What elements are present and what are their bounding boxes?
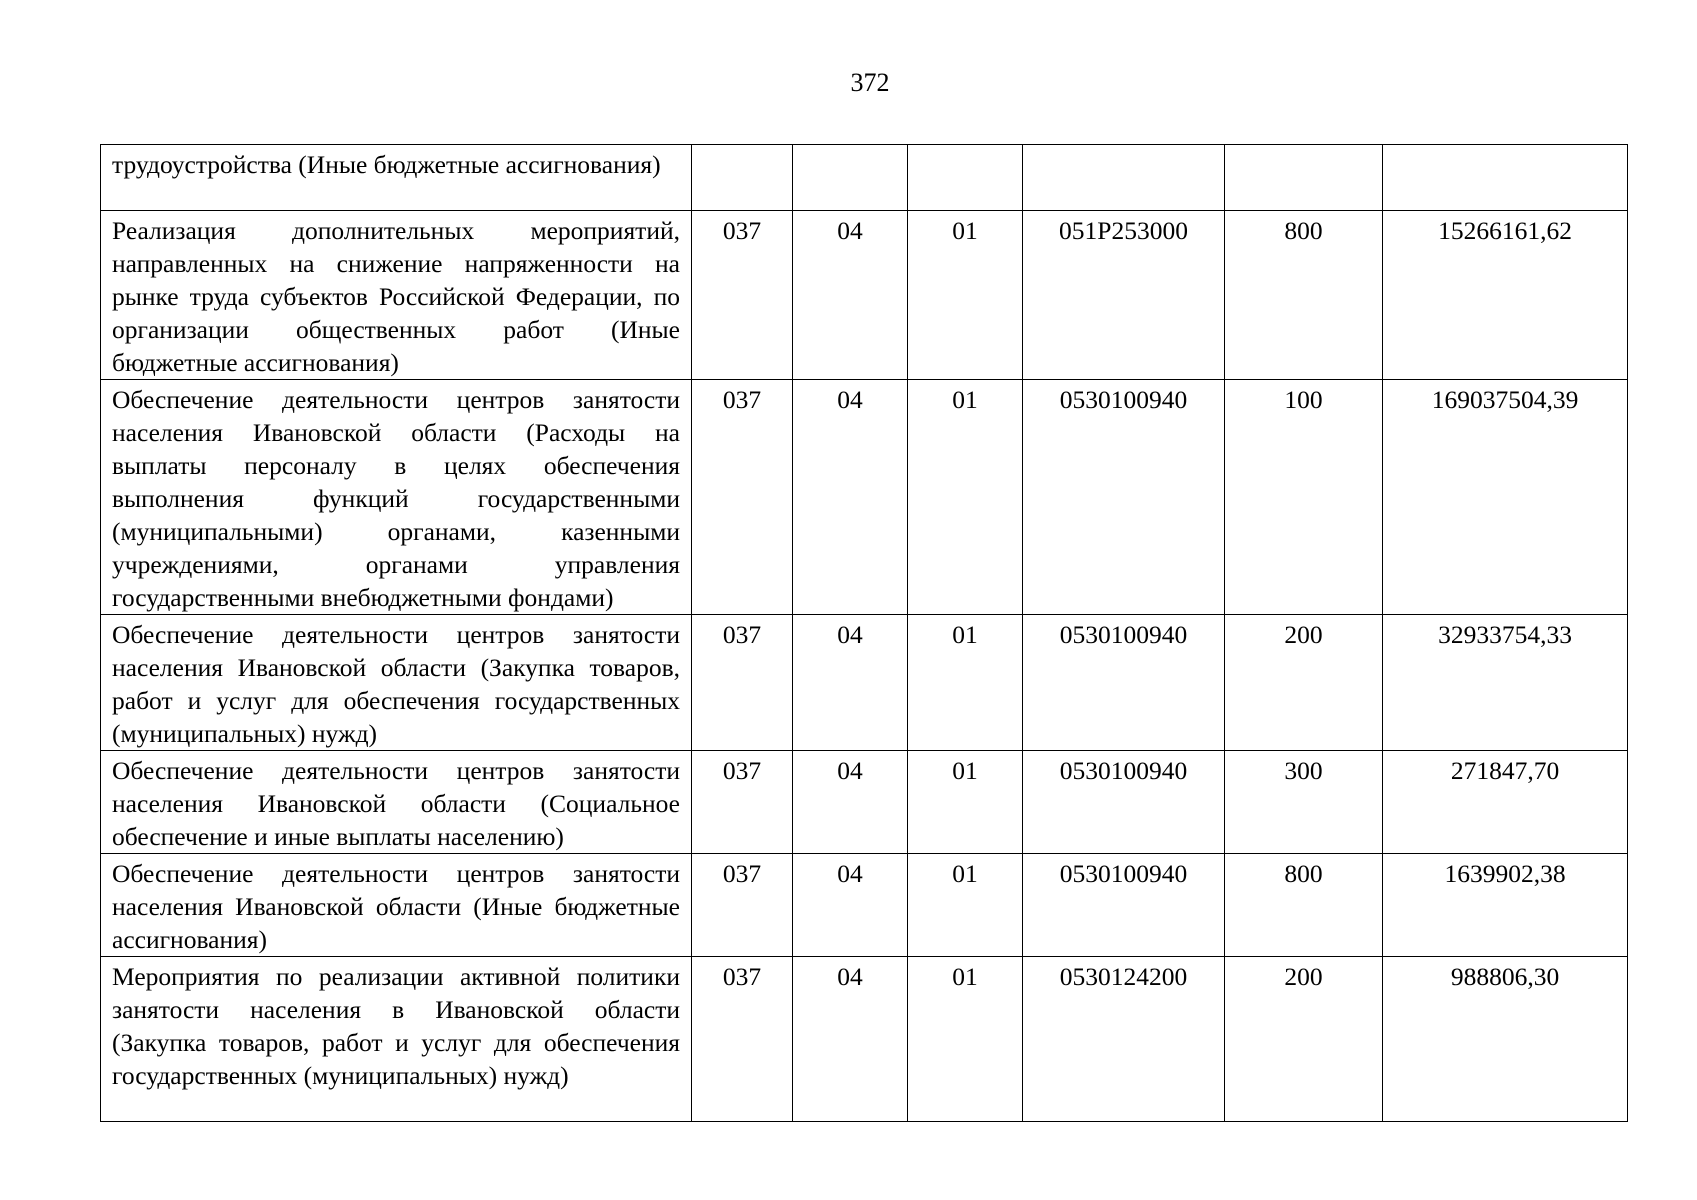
section-code-cell: 04 <box>793 751 908 854</box>
table-row <box>101 615 1628 751</box>
subsection-code-cell: 01 <box>908 380 1023 615</box>
subsection-code-cell: 01 <box>908 751 1023 854</box>
ministry-code-cell: 037 <box>692 751 793 854</box>
table-row <box>101 211 1628 380</box>
description-cell: Обеспечение деятельности центров занятости населения Ивановской области (Социальное обеспечение и иные выплаты населению) <box>101 751 692 854</box>
target-article-cell: 0530100940 <box>1023 751 1225 854</box>
section-code-cell: 04 <box>793 854 908 957</box>
ministry-code-cell: 037 <box>692 615 793 751</box>
section-code-cell: 04 <box>793 211 908 380</box>
description-cell: Мероприятия по реализации активной политики занятости населения в Ивановской области (Закупка товаров, работ и услуг для обеспечения государственных (муниципальных) нужд) <box>101 957 692 1122</box>
budget-table <box>100 144 1628 1122</box>
amount-cell <box>1383 145 1628 211</box>
subsection-code-cell: 01 <box>908 957 1023 1122</box>
subsection-code-cell: 01 <box>908 854 1023 957</box>
expense-type-cell <box>1225 145 1383 211</box>
description-cell: Обеспечение деятельности центров занятости населения Ивановской области (Расходы на выплаты персоналу в целях обеспечения выполнения функций государственными (муниципальными) органами, казенными учреждениями, органами управления государственными внебюджетными фондами) <box>101 380 692 615</box>
target-article-cell: 0530124200 <box>1023 957 1225 1122</box>
page-number: 372 <box>850 68 890 97</box>
amount-cell: 271847,70 <box>1383 751 1628 854</box>
target-article-cell: 051P253000 <box>1023 211 1225 380</box>
ministry-code-cell: 037 <box>692 854 793 957</box>
table-row <box>101 380 1628 615</box>
ministry-code-cell <box>692 145 793 211</box>
section-code-cell: 04 <box>793 615 908 751</box>
amount-cell: 32933754,33 <box>1383 615 1628 751</box>
ministry-code-cell: 037 <box>692 211 793 380</box>
ministry-code-cell: 037 <box>692 957 793 1122</box>
section-code-cell <box>793 145 908 211</box>
expense-type-cell: 100 <box>1225 380 1383 615</box>
subsection-code-cell: 01 <box>908 615 1023 751</box>
target-article-cell: 0530100940 <box>1023 854 1225 957</box>
amount-cell: 1639902,38 <box>1383 854 1628 957</box>
expense-type-cell: 200 <box>1225 957 1383 1122</box>
expense-type-cell: 800 <box>1225 854 1383 957</box>
table-row <box>101 751 1628 854</box>
amount-cell: 169037504,39 <box>1383 380 1628 615</box>
description-cell: трудоустройства (Иные бюджетные ассигнования) <box>101 145 692 211</box>
target-article-cell: 0530100940 <box>1023 380 1225 615</box>
expense-type-cell: 300 <box>1225 751 1383 854</box>
table-row <box>101 957 1628 1122</box>
section-code-cell: 04 <box>793 957 908 1122</box>
amount-cell: 15266161,62 <box>1383 211 1628 380</box>
description-cell: Обеспечение деятельности центров занятости населения Ивановской области (Иные бюджетные ассигнования) <box>101 854 692 957</box>
expense-type-cell: 200 <box>1225 615 1383 751</box>
description-cell: Обеспечение деятельности центров занятости населения Ивановской области (Закупка товаров, работ и услуг для обеспечения государственных (муниципальных) нужд) <box>101 615 692 751</box>
ministry-code-cell: 037 <box>692 380 793 615</box>
subsection-code-cell <box>908 145 1023 211</box>
table-row <box>101 145 1628 211</box>
description-cell: Реализация дополнительных мероприятий, направленных на снижение напряженности на рынке труда субъектов Российской Федерации, по организации общественных работ (Иные бюджетные ассигнования) <box>101 211 692 380</box>
amount-cell: 988806,30 <box>1383 957 1628 1122</box>
target-article-cell <box>1023 145 1225 211</box>
expense-type-cell: 800 <box>1225 211 1383 380</box>
table-row <box>101 854 1628 957</box>
target-article-cell: 0530100940 <box>1023 615 1225 751</box>
section-code-cell: 04 <box>793 380 908 615</box>
subsection-code-cell: 01 <box>908 211 1023 380</box>
